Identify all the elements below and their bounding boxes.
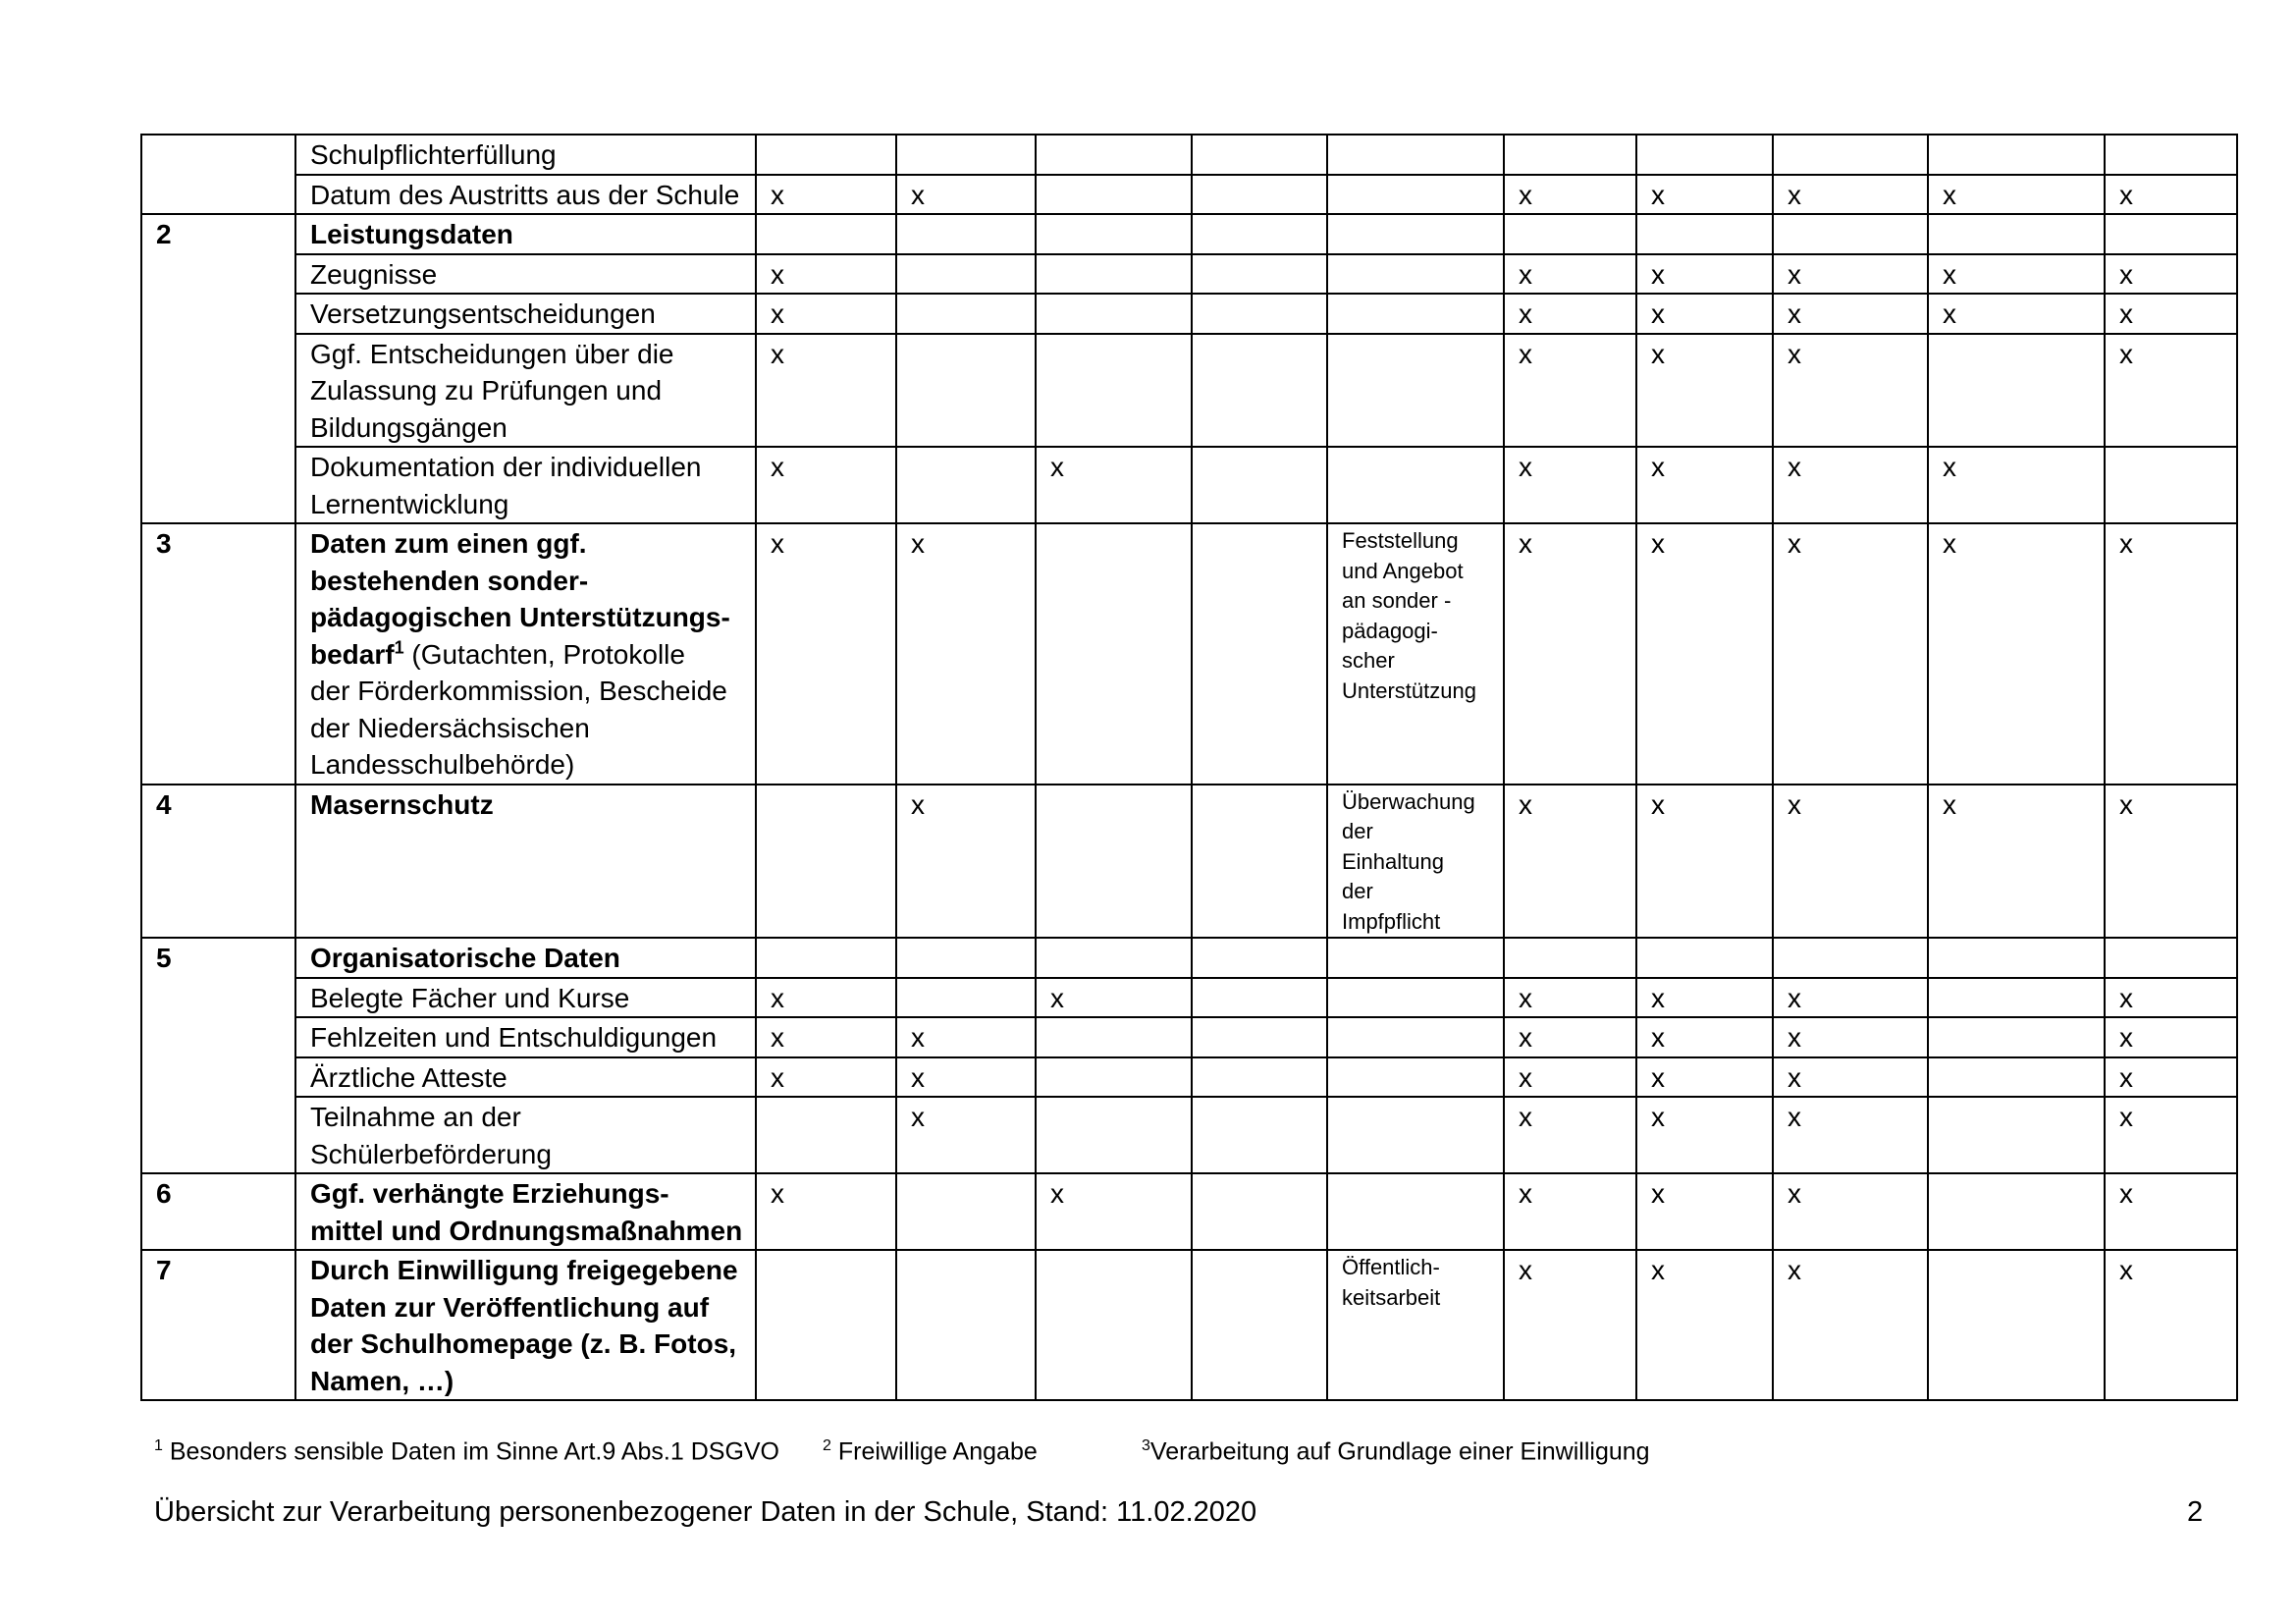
mark-cell: x — [2105, 1017, 2237, 1057]
mark-cell: x — [1504, 1097, 1636, 1173]
row-label-text: Organisatorische Daten — [310, 943, 620, 973]
purpose-note — [1327, 135, 1504, 175]
purpose-note — [1327, 294, 1504, 334]
mark-cell — [896, 214, 1036, 254]
mark-cell — [896, 447, 1036, 523]
mark-cell — [1928, 214, 2105, 254]
mark-cell: x — [1773, 1097, 1928, 1173]
purpose-note: Öffentlich- keitsarbeit — [1327, 1250, 1504, 1400]
mark-cell — [1192, 1173, 1327, 1250]
mark-cell: x — [1773, 978, 1928, 1018]
row-number — [141, 1017, 295, 1057]
mark-cell — [896, 135, 1036, 175]
mark-cell — [896, 938, 1036, 978]
mark-cell: x — [1928, 294, 2105, 334]
mark-cell: x — [756, 175, 896, 215]
mark-cell: x — [1928, 523, 2105, 785]
mark-cell: x — [1636, 334, 1773, 448]
mark-cell — [896, 254, 1036, 295]
table-row — [141, 334, 2237, 448]
row-number — [141, 334, 295, 448]
mark-cell: x — [756, 1173, 896, 1250]
mark-cell — [1192, 334, 1327, 448]
purpose-note — [1327, 254, 1504, 295]
table-row — [141, 1057, 2237, 1098]
row-number: 4 — [141, 785, 295, 939]
table-row — [141, 785, 2237, 939]
row-label — [295, 294, 756, 334]
row-label-text: Ggf. verhängte Erziehungs- mittel und Ordnungsmaßnahmen — [310, 1178, 743, 1246]
mark-cell — [2105, 135, 2237, 175]
footnote-1: $^1$ Besonders sensible Daten im Sinne Art.9 Abs.1 DSGVO — [154, 1437, 780, 1466]
purpose-note — [1327, 978, 1504, 1018]
row-label — [295, 1250, 756, 1400]
mark-cell — [1928, 1173, 2105, 1250]
mark-cell — [1636, 214, 1773, 254]
mark-cell — [756, 938, 896, 978]
mark-cell: x — [756, 334, 896, 448]
row-number — [141, 175, 295, 215]
row-number — [141, 1057, 295, 1098]
mark-cell — [1928, 1250, 2105, 1400]
mark-cell: x — [1773, 175, 1928, 215]
mark-cell: x — [2105, 294, 2237, 334]
mark-cell: x — [2105, 523, 2237, 785]
mark-cell — [896, 978, 1036, 1018]
table-row — [141, 1017, 2237, 1057]
mark-cell — [1036, 334, 1192, 448]
row-label-text: Dokumentation der individuellen Lernentwicklung — [310, 452, 702, 519]
row-label — [295, 523, 756, 785]
purpose-note — [1327, 1097, 1504, 1173]
mark-cell — [1036, 938, 1192, 978]
row-label — [295, 334, 756, 448]
mark-cell — [1036, 135, 1192, 175]
row-label-text: Ggf. Entscheidungen über die Zulassung zu Prüfungen und Bildungsgängen — [310, 338, 674, 443]
mark-cell: x — [2105, 978, 2237, 1018]
mark-cell: x — [2105, 1250, 2237, 1400]
mark-cell — [756, 214, 896, 254]
mark-cell: x — [1504, 254, 1636, 295]
mark-cell — [1192, 978, 1327, 1018]
mark-cell: x — [2105, 1097, 2237, 1173]
mark-cell: x — [1504, 1017, 1636, 1057]
table-row — [141, 175, 2237, 215]
mark-cell — [1773, 938, 1928, 978]
row-label — [295, 447, 756, 523]
row-label — [295, 1057, 756, 1098]
row-label — [295, 938, 756, 978]
row-number — [141, 135, 295, 175]
mark-cell: x — [2105, 175, 2237, 215]
mark-cell — [1036, 1250, 1192, 1400]
mark-cell: x — [1773, 254, 1928, 295]
mark-cell: x — [1636, 254, 1773, 295]
mark-cell: x — [1504, 785, 1636, 939]
mark-cell: x — [1036, 447, 1192, 523]
mark-cell — [2105, 214, 2237, 254]
row-label-text: Zeugnisse — [310, 258, 438, 290]
mark-cell: x — [896, 523, 1036, 785]
mark-cell — [756, 1097, 896, 1173]
mark-cell: x — [1928, 254, 2105, 295]
mark-cell: x — [1504, 334, 1636, 448]
mark-cell — [896, 1173, 1036, 1250]
table-row — [141, 254, 2237, 295]
mark-cell: x — [756, 1017, 896, 1057]
purpose-note — [1327, 214, 1504, 254]
mark-cell — [2105, 938, 2237, 978]
row-number — [141, 294, 295, 334]
mark-cell: x — [1773, 294, 1928, 334]
table-row — [141, 214, 2237, 254]
row-label-detail: (Gutachten, Protokolle der Förderkommission, Bescheide der Niedersächsischen Landesschulbehörde) — [310, 638, 727, 780]
mark-cell — [1773, 135, 1928, 175]
purpose-note — [1327, 175, 1504, 215]
mark-cell — [1036, 1017, 1192, 1057]
mark-cell — [1636, 938, 1773, 978]
mark-cell — [1192, 294, 1327, 334]
row-label-text: Schulpflichterfüllung — [310, 139, 557, 170]
table-row — [141, 1097, 2237, 1173]
mark-cell — [1192, 175, 1327, 215]
table-row — [141, 135, 2237, 175]
table-row — [141, 447, 2237, 523]
mark-cell — [1192, 135, 1327, 175]
mark-cell: x — [1773, 447, 1928, 523]
table-row — [141, 294, 2237, 334]
mark-cell — [1192, 254, 1327, 295]
mark-cell: x — [1504, 1057, 1636, 1098]
row-number: 5 — [141, 938, 295, 978]
mark-cell: x — [1504, 978, 1636, 1018]
mark-cell — [1036, 1097, 1192, 1173]
row-label — [295, 1173, 756, 1250]
mark-cell — [1192, 447, 1327, 523]
row-number — [141, 978, 295, 1018]
mark-cell — [1192, 785, 1327, 939]
purpose-note: Überwachung der Einhaltung der Impfpflicht — [1327, 785, 1504, 939]
row-label-text: Datum des Austritts aus der Schule — [310, 179, 740, 210]
mark-cell: x — [1928, 447, 2105, 523]
mark-cell: x — [1504, 447, 1636, 523]
mark-cell — [1928, 135, 2105, 175]
mark-cell: x — [1036, 1173, 1192, 1250]
mark-cell — [1036, 254, 1192, 295]
row-number — [141, 447, 295, 523]
mark-cell — [756, 1250, 896, 1400]
mark-cell: x — [896, 1017, 1036, 1057]
mark-cell — [1192, 938, 1327, 978]
row-label — [295, 135, 756, 175]
row-label — [295, 785, 756, 939]
mark-cell: x — [2105, 334, 2237, 448]
mark-cell: x — [756, 294, 896, 334]
mark-cell: x — [1636, 1173, 1773, 1250]
mark-cell: x — [756, 254, 896, 295]
mark-cell — [756, 135, 896, 175]
row-label-text: Versetzungsentscheidungen — [310, 298, 656, 329]
mark-cell: x — [756, 447, 896, 523]
row-number — [141, 254, 295, 295]
mark-cell: x — [1773, 1057, 1928, 1098]
row-label — [295, 175, 756, 215]
mark-cell: x — [1504, 294, 1636, 334]
mark-cell: x — [1636, 1057, 1773, 1098]
row-number: 2 — [141, 214, 295, 254]
mark-cell: x — [1928, 785, 2105, 939]
row-number: 7 — [141, 1250, 295, 1400]
mark-cell — [896, 294, 1036, 334]
mark-cell — [1928, 1097, 2105, 1173]
mark-cell — [1928, 1017, 2105, 1057]
table-row — [141, 1173, 2237, 1250]
mark-cell: x — [1773, 1250, 1928, 1400]
mark-cell: x — [1636, 523, 1773, 785]
mark-cell: x — [1504, 175, 1636, 215]
row-label-text: Daten zum einen ggf. bestehenden sonder- pädagogischen Unterstützungs- bedarf — [310, 528, 730, 670]
mark-cell — [1036, 214, 1192, 254]
mark-cell — [1192, 1057, 1327, 1098]
mark-cell: x — [1636, 785, 1773, 939]
mark-cell: x — [1636, 175, 1773, 215]
mark-cell: x — [1036, 978, 1192, 1018]
mark-cell: x — [2105, 254, 2237, 295]
mark-cell — [1504, 938, 1636, 978]
mark-cell — [1504, 135, 1636, 175]
mark-cell: x — [756, 1057, 896, 1098]
mark-cell — [1928, 1057, 2105, 1098]
mark-cell — [1036, 785, 1192, 939]
mark-cell — [1192, 1250, 1327, 1400]
mark-cell: x — [1773, 785, 1928, 939]
mark-cell: x — [896, 1097, 1036, 1173]
mark-cell: x — [896, 785, 1036, 939]
purpose-note: Feststellung und Angebot an sonder - pädagogi- scher Unterstützung — [1327, 523, 1504, 785]
mark-cell: x — [756, 978, 896, 1018]
row-label-text: Fehlzeiten und Entschuldigungen — [310, 1022, 718, 1053]
mark-cell — [1928, 978, 2105, 1018]
mark-cell: x — [2105, 1057, 2237, 1098]
mark-cell — [1036, 523, 1192, 785]
mark-cell — [1036, 1057, 1192, 1098]
row-number: 3 — [141, 523, 295, 785]
mark-cell: x — [1928, 175, 2105, 215]
row-number — [141, 1097, 295, 1173]
mark-cell: x — [1504, 523, 1636, 785]
mark-cell: x — [1773, 1017, 1928, 1057]
mark-cell: x — [1773, 334, 1928, 448]
mark-cell — [1504, 214, 1636, 254]
mark-cell: x — [1636, 1017, 1773, 1057]
mark-cell — [1192, 1017, 1327, 1057]
purpose-note — [1327, 334, 1504, 448]
row-label — [295, 214, 756, 254]
row-label-text: Durch Einwilligung freigegebene Daten zur Veröffentlichung auf der Schulhomepage (z. B. Fotos, Namen, …) — [310, 1255, 738, 1396]
table-row — [141, 1250, 2237, 1400]
mark-cell — [2105, 447, 2237, 523]
mark-cell — [1773, 214, 1928, 254]
row-label — [295, 1097, 756, 1173]
mark-cell — [1036, 175, 1192, 215]
row-label-text: Belegte Fächer und Kurse — [310, 982, 630, 1013]
purpose-note — [1327, 447, 1504, 523]
mark-cell: x — [756, 523, 896, 785]
footnote-marker: 1 — [394, 637, 404, 658]
mark-cell — [1928, 938, 2105, 978]
table-row — [141, 523, 2237, 785]
mark-cell — [1036, 294, 1192, 334]
mark-cell: x — [1504, 1173, 1636, 1250]
footnote-2: $^2$ Freiwillige Angabe — [823, 1437, 1038, 1466]
page-number: 2 — [2187, 1496, 2204, 1528]
footer-title: Übersicht zur Verarbeitung personenbezogener Daten in der Schule, Stand: 11.02.2020 — [154, 1496, 1257, 1528]
row-label-text: Leistungsdaten — [310, 219, 513, 249]
mark-cell: x — [1773, 1173, 1928, 1250]
mark-cell: x — [1636, 447, 1773, 523]
row-label-text: Ärztliche Atteste — [310, 1061, 507, 1093]
purpose-note — [1327, 938, 1504, 978]
row-label-text: Teilnahme an der Schülerbeförderung — [310, 1102, 552, 1169]
mark-cell — [1192, 523, 1327, 785]
row-label — [295, 254, 756, 295]
mark-cell: x — [2105, 785, 2237, 939]
mark-cell: x — [1773, 523, 1928, 785]
mark-cell: x — [1636, 294, 1773, 334]
mark-cell — [1928, 334, 2105, 448]
mark-cell — [1636, 135, 1773, 175]
mark-cell: x — [1504, 1250, 1636, 1400]
mark-cell — [896, 1250, 1036, 1400]
mark-cell — [896, 334, 1036, 448]
row-label-text: Masernschutz — [310, 788, 494, 820]
mark-cell: x — [896, 1057, 1036, 1098]
purpose-note — [1327, 1017, 1504, 1057]
mark-cell — [1192, 214, 1327, 254]
mark-cell — [1192, 1097, 1327, 1173]
table-row — [141, 978, 2237, 1018]
mark-cell: x — [1636, 1250, 1773, 1400]
table-row — [141, 938, 2237, 978]
row-label — [295, 978, 756, 1018]
purpose-note — [1327, 1173, 1504, 1250]
footnote-3: $^3$Verarbeitung auf Grundlage einer Einwilligung — [1142, 1437, 1650, 1466]
mark-cell: x — [896, 175, 1036, 215]
mark-cell: x — [1636, 978, 1773, 1018]
mark-cell: x — [1636, 1097, 1773, 1173]
mark-cell: x — [2105, 1173, 2237, 1250]
row-label — [295, 1017, 756, 1057]
mark-cell — [756, 785, 896, 939]
data-processing-table — [140, 134, 2238, 1401]
purpose-note — [1327, 1057, 1504, 1098]
row-number: 6 — [141, 1173, 295, 1250]
